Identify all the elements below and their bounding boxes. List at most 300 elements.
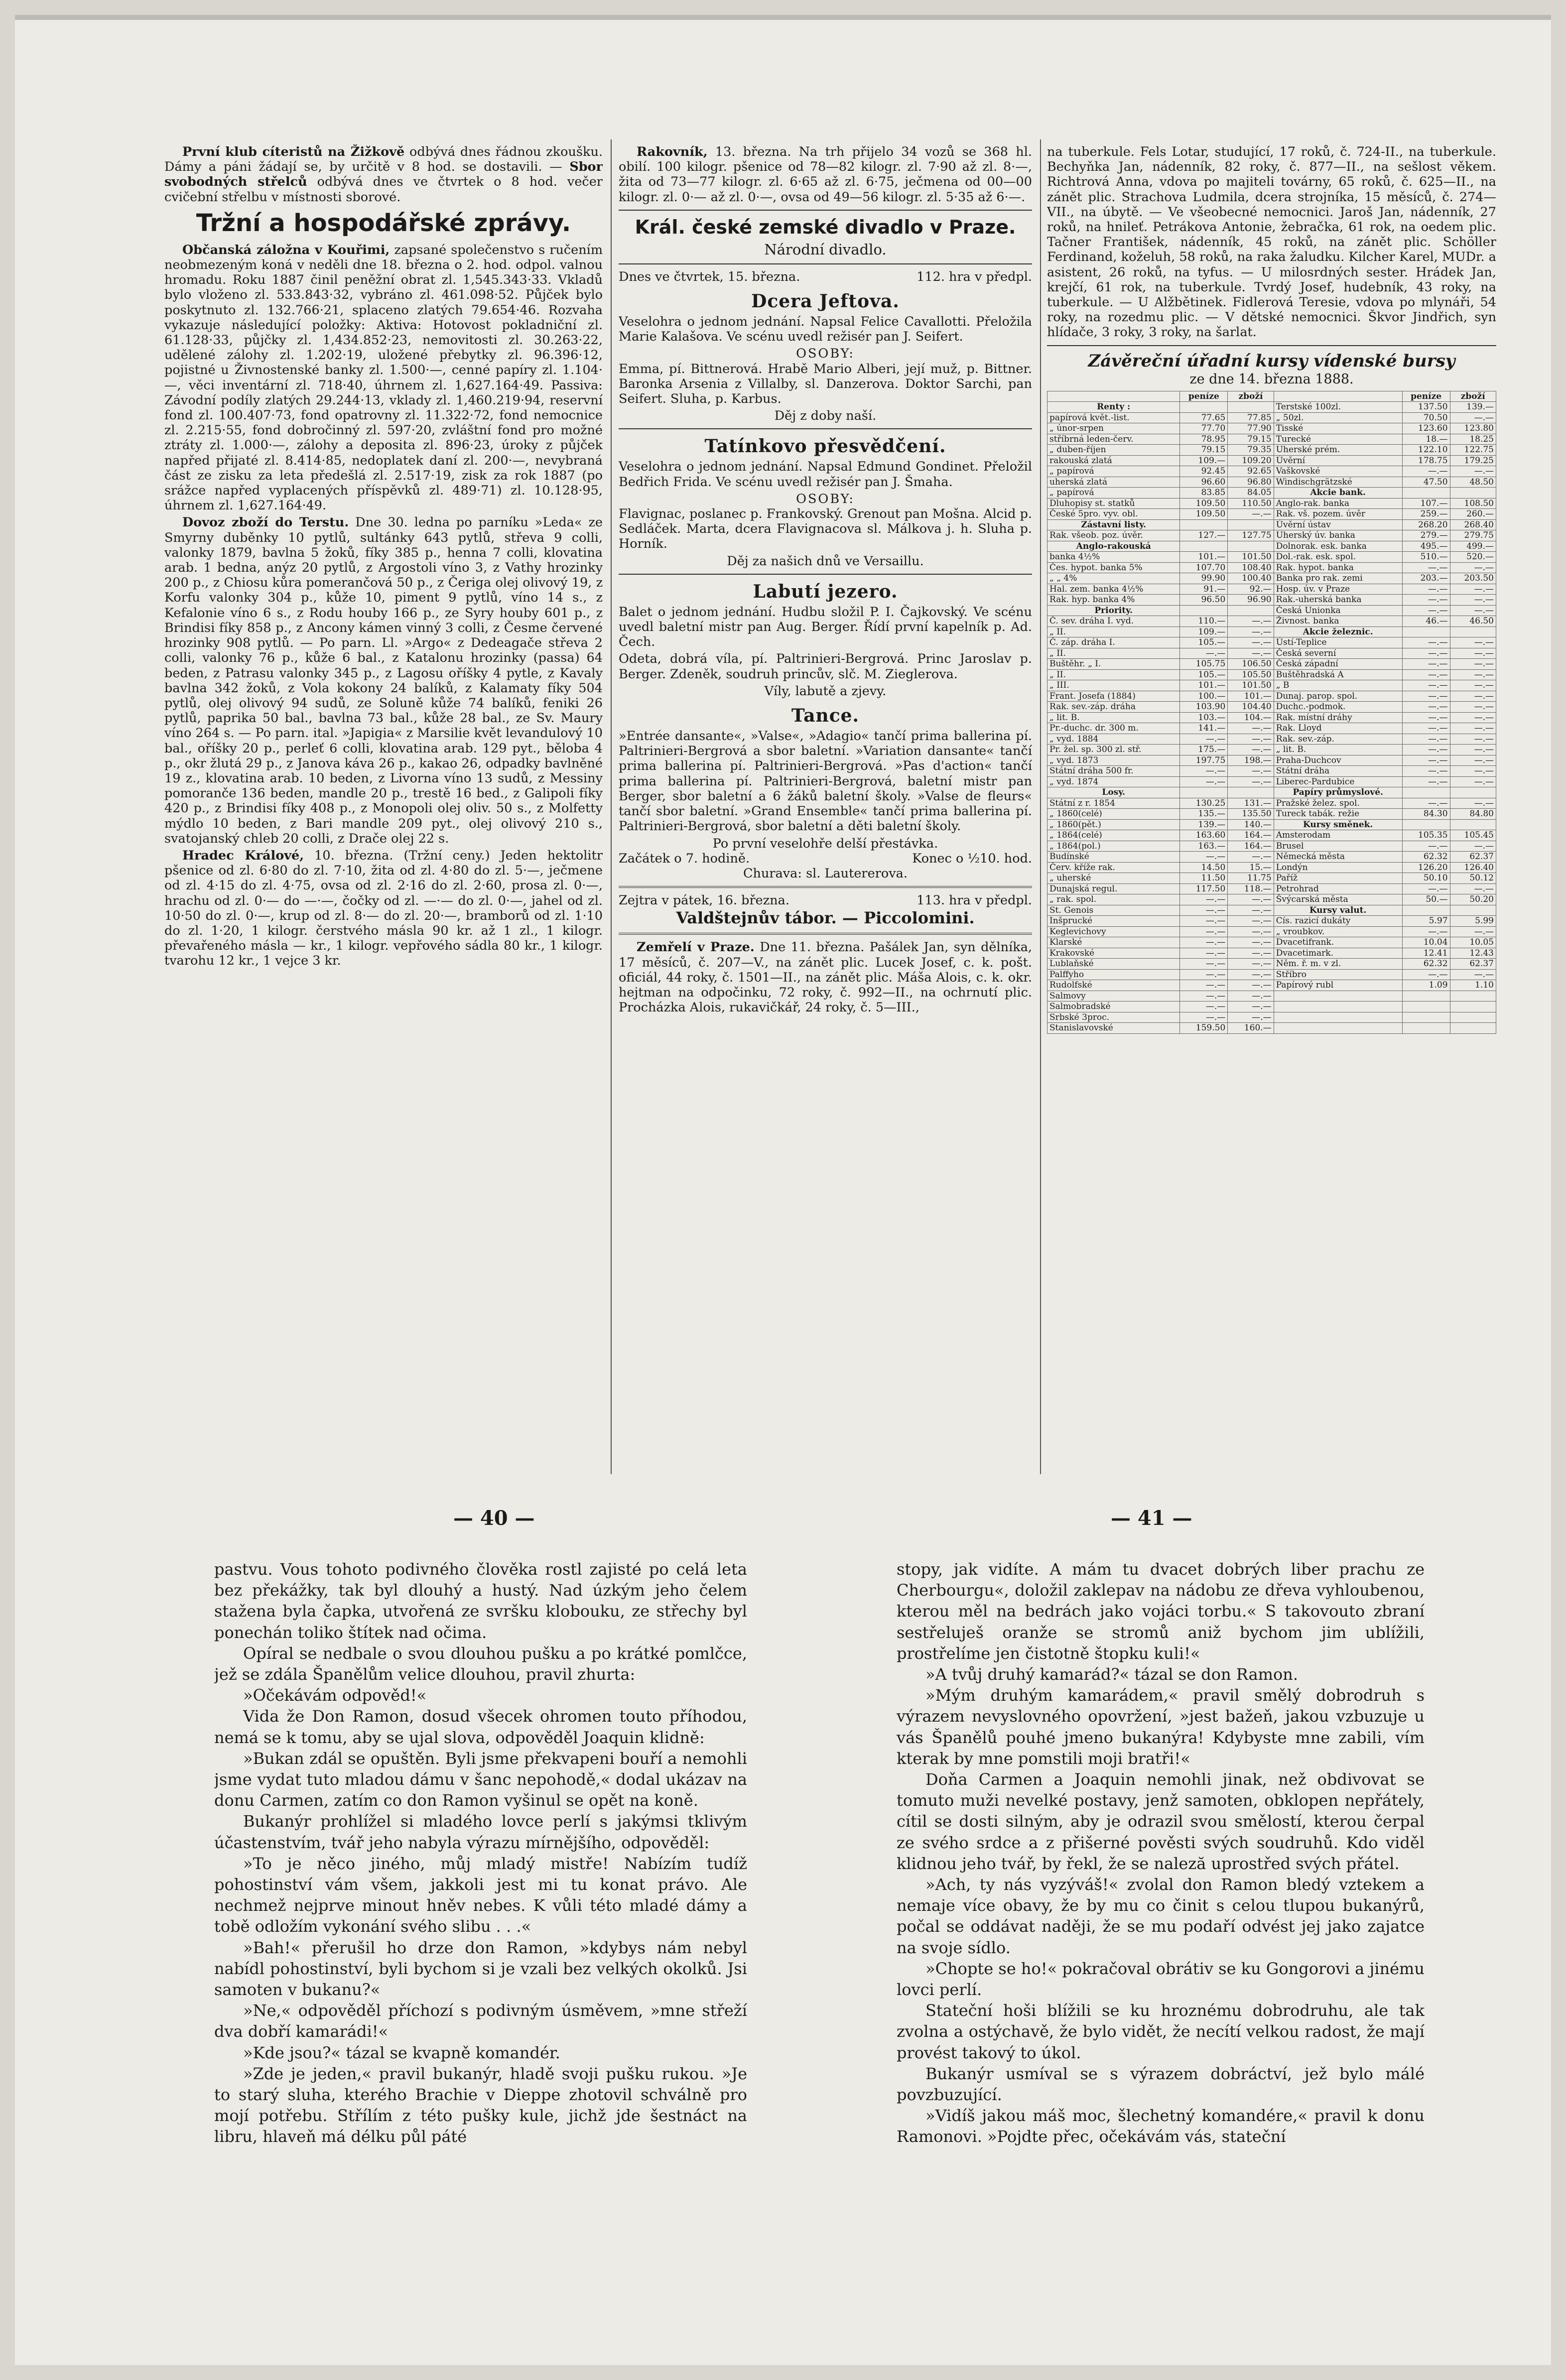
table-row <box>1047 894 1496 905</box>
table-cell: 139.— <box>1450 402 1496 413</box>
table-cell: 79.35 <box>1228 445 1274 456</box>
table-cell: —.— <box>1228 980 1274 991</box>
table-row <box>1047 702 1496 713</box>
play-title: Dcera Jeftova. <box>751 291 900 312</box>
play-setting: Děj z doby naší. <box>774 408 877 424</box>
story-right-column <box>897 1559 1425 2346</box>
table-section-label: Kursy valut. <box>1274 905 1402 916</box>
table-cell: —.— <box>1450 969 1496 980</box>
table-row <box>1047 980 1496 991</box>
table-cell: Brusel <box>1274 841 1402 852</box>
table-cell: —.— <box>1180 980 1228 991</box>
table-cell: 1.09 <box>1402 980 1450 991</box>
table-cell: Dvacetifrank. <box>1274 937 1402 948</box>
table-cell <box>1450 488 1496 499</box>
table-cell: —.— <box>1228 959 1274 970</box>
newspaper-sheet <box>15 15 1551 2365</box>
table-row <box>1047 477 1496 488</box>
table-cell: 109.— <box>1180 626 1228 637</box>
table-cell <box>1274 991 1402 1002</box>
cast-heading: OSOBY: <box>796 346 855 362</box>
table-cell: 18.— <box>1402 434 1450 445</box>
table-cell: 5.97 <box>1402 916 1450 927</box>
table-cell: Rak. sev.-záp. <box>1274 734 1402 745</box>
column-divider-1 <box>611 139 612 1474</box>
table-cell: 109.50 <box>1180 509 1228 520</box>
table-cell: Paříž <box>1274 873 1402 884</box>
table-cell: —.— <box>1450 766 1496 777</box>
table-cell: 137.50 <box>1402 402 1450 413</box>
table-row <box>1047 519 1496 530</box>
tomorrow-play: Valdštejnův tábor. — Piccolomini. <box>676 908 975 928</box>
table-cell: 46.50 <box>1450 616 1496 627</box>
table-cell <box>1450 1002 1496 1012</box>
table-cell: Rak.-uherská banka <box>1274 595 1402 606</box>
table-cell: —.— <box>1450 723 1496 734</box>
table-row <box>1047 959 1496 970</box>
table-cell: 5.99 <box>1450 916 1496 927</box>
play-title: Labutí jezero. <box>753 581 898 602</box>
klub-title: První klub cíteristů na Žižkově <box>182 144 405 159</box>
table-cell: —.— <box>1402 755 1450 766</box>
table-cell: stříbrná leden-červ. <box>1047 434 1180 445</box>
table-cell: —.— <box>1228 948 1274 959</box>
dovoz-text: Dne 30. ledna po parníku »Leda« ze Smyrny duběnky 10 pytlů, sultánky 643 pytlů, střeva 9 colli, valonky 1879, bavlna 5 žoků, fíky 385 p., henna 7 colli, klovatina arab. 1 bedna, anýz 20 pytlů, z Argostoli víno 3, z Vathy hrozinky 200 p., z Chiosu kůra pomerančová 50 p., z Čeriga olej olivový 19, z Korfu valonky 304 p., kůže 10, piment 9 pytlů, víno 14 s., z Kefalonie víno 6 s., z Rodu houby 166 p., ze Syry houby 601 p., z Brindisi fíky 858 p., z Ancony kámen vinný 3 colli, z Česme červené hrozinky 908 pytlů. — Po parn. Ll. »Argo« z Dedeagače střeva 2 colli, valonky 76 p., kůže 6 bal., z Katalonu hrozinky (passa) 64 beden, z Patrasu valonky 345 p., z Lagosu oříšky 4 pytle, z Kavaly bavlna 342 žoků, z Vola kokony 24 balíků, z Kalamaty fíky 504 pytlů, olej olivový 94 sudů, ze Soluně kůže 74 balíků, feniki 26 pytlů, paprika 50 bal., bavlna 73 bal., kůže 28 bal., ze Sv. Maury víno 264 s. — Po parn. ital. »Japigia« z Marsilie květ levandulový 10 bal., oříšky 20 p., perleť 6 colli, klovatina arab. 129 pyt., běloba 4 p., okr žlutá 29 p., z Janova káva 26 p., kakao 26, odpadky bavlněné 19 z., klovatina arab. 10 beden, z Livorna víno 13 sudů, z Messiny pomoranče 136 beden, mandle 20 p., trestě 16 bed., z Galipoli fíky 420 p., z Brindisi fíky 408 p., z Monopoli olej oliv. 50 s., z Molfetty mýdlo 10 beden, z Bari mandle 209 pyt., olej olivový 210 s., svatojanský chleb 20 colli, z Drače olej 22 s. <box>164 515 603 846</box>
table-cell <box>1450 819 1496 830</box>
table-cell: Rak. místní dráhy <box>1274 712 1402 723</box>
table-row <box>1047 1012 1496 1023</box>
table-cell: 159.50 <box>1180 1023 1228 1034</box>
table-cell <box>1274 1002 1402 1012</box>
table-cell: —.— <box>1450 680 1496 691</box>
table-cell: „ rak. spol. <box>1047 894 1180 905</box>
table-cell: Rak. sev.-záp. dráha <box>1047 702 1180 713</box>
table-cell: Státní z r. 1854 <box>1047 798 1180 809</box>
table-row <box>1047 455 1496 466</box>
right-column <box>1047 144 1496 1459</box>
table-cell: 70.50 <box>1402 412 1450 423</box>
table-cell: —.— <box>1450 691 1496 702</box>
table-cell: —.— <box>1450 734 1496 745</box>
table-cell: 14.50 <box>1180 862 1228 873</box>
exchange-title: Závěreční úřadní kursy vídenské bursy <box>1088 351 1455 371</box>
table-cell: —.— <box>1228 734 1274 745</box>
table-row <box>1047 712 1496 723</box>
table-cell: 126.40 <box>1450 862 1496 873</box>
table-cell: Duchc.-podmok. <box>1274 702 1402 713</box>
table-cell: Tisské <box>1274 423 1402 434</box>
ushers: Churava: sl. Lautererova. <box>743 866 908 881</box>
table-cell: Stanislavovské <box>1047 1023 1180 1034</box>
exchange-rate-table <box>1047 391 1496 1034</box>
table-cell: 108.50 <box>1450 498 1496 509</box>
table-cell: 105.35 <box>1402 830 1450 841</box>
table-cell <box>1450 1012 1496 1023</box>
play-setting: Děj za našich dnů ve Versaillu. <box>727 553 924 569</box>
table-cell: —.— <box>1450 841 1496 852</box>
table-cell <box>1450 787 1496 798</box>
table-cell: „ vyd. 1874 <box>1047 776 1180 787</box>
table-cell: —.— <box>1228 894 1274 905</box>
table-cell: 77.85 <box>1228 412 1274 423</box>
table-cell: 109.20 <box>1228 455 1274 466</box>
table-cell <box>1450 1023 1496 1034</box>
table-cell: —.— <box>1402 926 1450 937</box>
table-header-cell <box>1274 391 1402 402</box>
table-cell: 104.— <box>1228 712 1274 723</box>
table-cell: 77.70 <box>1180 423 1228 434</box>
table-cell: 50.20 <box>1450 894 1496 905</box>
table-row <box>1047 626 1496 637</box>
table-cell: 122.10 <box>1402 445 1450 456</box>
table-row <box>1047 573 1496 584</box>
table-header-row <box>1047 391 1496 402</box>
table-cell: —.— <box>1180 905 1228 916</box>
story-paragraph: Bukanýr prohlížel si mladého lovce perlí s jakýmsi tklivým účastenstvím, tvář jeho nabyla výrazu mírnějšího, odpověděl: <box>214 1812 747 1852</box>
story-paragraph: Vida že Don Ramon, dosud všecek ohromen touto příhodou, nemá se k tomu, aby se ujal slova, odpověděl Joaquin klidně: <box>214 1707 747 1747</box>
table-cell: —.— <box>1228 1002 1274 1012</box>
divider <box>619 933 1032 935</box>
hradec-title: Hradec Králové, <box>182 848 304 863</box>
table-row <box>1047 905 1496 916</box>
table-cell: Klarské <box>1047 937 1180 948</box>
table-cell: Salmovy <box>1047 991 1180 1002</box>
table-cell: Dolnorak. esk. banka <box>1274 541 1402 552</box>
story-paragraph: »Ach, ty nás vyzýváš!« zvolal don Ramon bledý vztekem a nemaje více obavy, že by mu co činit s celou tlupou bukanýrů, počal se oddávat naději, že se mu podaří odvést jej jako zajatce na svoje sídlo. <box>897 1875 1425 1957</box>
table-cell: —.— <box>1450 562 1496 573</box>
table-cell: České 5pro. vyv. obl. <box>1047 509 1180 520</box>
table-cell: —.— <box>1450 883 1496 894</box>
table-cell: Srbské 3proc. <box>1047 1012 1180 1023</box>
table-cell: 499.— <box>1450 541 1496 552</box>
left-column <box>164 144 603 1459</box>
story-paragraph: Stateční hoši blížili se ku hroznému dobrodruhu, ale tak zvolna a ostýchavě, že bylo vidět, že necítí velkou radost, že mají provést takový to úkol. <box>897 2001 1425 2062</box>
table-cell: 78.95 <box>1180 434 1228 445</box>
hradec-text: 10. března. (Tržní ceny.) Jeden hektolitr pšenice od zl. 6·80 do zl. 7·10, žita od zl. 4·80 do zl. 5·—, ječmene od zl. 4·15 do zl. 4·75, ovsa od zl. 2·16 do zl. 2·60, prosa zl. 0·—, hrachu od zl. 0·— do —·—, čočky od zl. —·— do zl. 0·—, jahel od zl. 10·50 do zl. 0·—, krup od zl. 8·— do zl. 20·—, bramborů od zl. 1·10 do zl. 1·20, 1 kilogr. čerstvého másla 90 kr. až 1 zl., 1 kilogr. převařeného másla — kr., 1 kilogr. vepřového sádla 80 kr., 1 kilogr. tvarohu 12 kr., 1 vejce 3 kr. <box>164 848 603 969</box>
table-cell: Úvěrní ústav <box>1274 519 1402 530</box>
table-cell: 163.60 <box>1180 830 1228 841</box>
table-cell: Keglevichovy <box>1047 926 1180 937</box>
dances-text: »Entrée dansante«, »Valse«, »Adagio« tančí prima ballerina pí. Paltrinieri-Bergrová a sbor baletní. »Variation dansante« tančí prima ballerina pí. Paltrinieri-Bergrová. »Pas d'action« tančí prima ballerina pí. Paltrinieri-Bergrová, baletní mistr pan Berger, sbor baletní a 6 žáků baletní školy. »Valse de fleurs« tančí sbor baletní. »Grand Ensemble« tančí prima ballerina pí. Paltrinieri-Bergrová, sbor baletní a děti baletní školy. <box>619 729 1032 834</box>
story-left-column <box>214 1559 747 2346</box>
table-cell: Inšprucké <box>1047 916 1180 927</box>
table-row <box>1047 819 1496 830</box>
table-row <box>1047 916 1496 927</box>
table-cell: —.— <box>1180 1012 1228 1023</box>
table-cell: —.— <box>1228 509 1274 520</box>
play-description: Balet o jednom jednání. Hudbu složil P. I. Čajkovský. Ve scénu uvedl baletní mistr pan Aug. Berger. Řídí první kapelník p. Ad. Čech. <box>619 604 1032 650</box>
table-cell: 10.04 <box>1402 937 1450 948</box>
table-cell: 135.50 <box>1228 809 1274 820</box>
story-paragraph: »Chopte se ho!« pokračoval obrátiv se ku Gongorovi a jinému lovci perlí. <box>897 1959 1425 2000</box>
table-cell: —.— <box>1450 926 1496 937</box>
table-row <box>1047 830 1496 841</box>
table-cell: —.— <box>1450 595 1496 606</box>
table-cell: Buštěhr. „ I. <box>1047 659 1180 670</box>
table-row <box>1047 466 1496 477</box>
table-cell: Stříbro <box>1274 969 1402 980</box>
table-cell: 104.40 <box>1228 702 1274 713</box>
table-cell: Č. záp. dráha I. <box>1047 637 1180 648</box>
table-row <box>1047 595 1496 606</box>
table-cell: 101.— <box>1180 680 1228 691</box>
table-cell: Čes. hypot. banka 5% <box>1047 562 1180 573</box>
table-cell: Uherské prém. <box>1274 445 1402 456</box>
table-cell <box>1402 488 1450 499</box>
table-cell: 107.70 <box>1180 562 1228 573</box>
table-cell: —.— <box>1180 926 1228 937</box>
table-cell: 46.— <box>1402 616 1450 627</box>
table-cell: 279.— <box>1402 530 1450 541</box>
table-cell <box>1402 905 1450 916</box>
table-cell: 122.75 <box>1450 445 1496 456</box>
table-cell: 96.80 <box>1228 477 1274 488</box>
table-row <box>1047 723 1496 734</box>
table-cell: uherská zlatá <box>1047 477 1180 488</box>
table-cell <box>1450 905 1496 916</box>
dances-title: Tance. <box>791 705 860 727</box>
table-cell: —.— <box>1228 916 1274 927</box>
table-cell: Německá města <box>1274 852 1402 863</box>
table-cell: 50.12 <box>1450 873 1496 884</box>
zalozna-title: Občanská záložna v Kouřimi, <box>182 242 390 257</box>
table-row <box>1047 669 1496 680</box>
play-title: Tatínkovo přesvědčení. <box>704 436 946 457</box>
story-paragraph: »Bah!« přerušil ho drze don Ramon, »kdybys nám nebyl nabídl pohostinství, byli bychom si je vzali bez velkých okolků. Jsi samoten v bukanu?« <box>214 1938 747 2000</box>
table-cell <box>1228 402 1274 413</box>
table-cell: „ 1860(celé) <box>1047 809 1180 820</box>
end-time: Konec o ½10. hod. <box>912 851 1032 866</box>
table-row <box>1047 562 1496 573</box>
table-cell: —.— <box>1450 755 1496 766</box>
story-paragraph: »Kde jsou?« tázal se kvapně komandér. <box>243 2043 560 2062</box>
table-cell: 62.32 <box>1402 959 1450 970</box>
table-cell: Červ. kříže rak. <box>1047 862 1180 873</box>
table-cell: 495.— <box>1402 541 1450 552</box>
klub-text: odbývá dnes řádnou zkoušku. Dámy a páni žádají se, by určitě v 8 hod. se dostavili. — <box>164 144 603 175</box>
table-cell: rakouská zlatá <box>1047 455 1180 466</box>
table-cell: —.— <box>1402 648 1450 659</box>
table-cell: —.— <box>1180 959 1228 970</box>
table-cell: —.— <box>1402 669 1450 680</box>
table-cell: 62.37 <box>1450 959 1496 970</box>
table-cell: —.— <box>1402 712 1450 723</box>
table-cell <box>1402 626 1450 637</box>
table-cell: 103.— <box>1180 712 1228 723</box>
table-cell <box>1274 1012 1402 1023</box>
table-cell: Hosp. úv. v Praze <box>1274 584 1402 595</box>
table-cell: Rudolfské <box>1047 980 1180 991</box>
table-cell: 105.— <box>1180 669 1228 680</box>
table-cell: 107.— <box>1402 498 1450 509</box>
table-header-cell <box>1047 391 1180 402</box>
table-cell <box>1402 819 1450 830</box>
table-cell: Tureck tabák. režie <box>1274 809 1402 820</box>
story-paragraph: »Zde je jeden,« pravil bukanýr, hladě svoji pušku rukou. »Je to starý sluha, kterého Brachie v Dieppe zhotovil schválně pro mojí potřebu. Střílím z této pušky kule, jichž jde šestnáct na libru, hlaveň má délku půl páté <box>214 2064 747 2146</box>
table-cell: 101.50 <box>1228 680 1274 691</box>
table-cell <box>1274 1023 1402 1034</box>
table-cell: 92.45 <box>1180 466 1228 477</box>
table-cell: —.— <box>1180 776 1228 787</box>
table-cell <box>1450 626 1496 637</box>
table-row <box>1047 787 1496 798</box>
table-cell: Lublaňské <box>1047 959 1180 970</box>
table-cell: papírová květ.-list. <box>1047 412 1180 423</box>
table-cell: —.— <box>1402 745 1450 755</box>
table-row <box>1047 488 1496 499</box>
table-cell: Č. sev. dráha I. vyd. <box>1047 616 1180 627</box>
table-cell: —.— <box>1402 702 1450 713</box>
table-cell: 140.— <box>1228 819 1274 830</box>
table-cell: „ únor-srpen <box>1047 423 1180 434</box>
table-cell: Rak. všeob. poz. úvěr. <box>1047 530 1180 541</box>
table-cell: —.— <box>1402 595 1450 606</box>
story-paragraph: »To je něco jiného, můj mladý mistře! Nabízím tudíž pohostinství vám všem, jakkoli jest mi tu konat právo. Ale nechmež nejprve minout hněv nebes. K vůli této mladé dámy a tobě odložím vykonání svého slibu . . .« <box>214 1854 747 1936</box>
table-row <box>1047 691 1496 702</box>
table-cell: Hal. zem. banka 4½% <box>1047 584 1180 595</box>
table-cell: —.— <box>1402 691 1450 702</box>
table-cell: —.— <box>1228 637 1274 648</box>
table-cell: Česká Unionka <box>1274 605 1402 616</box>
story-paragraph: Opíral se nedbale o svou dlouhou pušku a po krátké pomlčce, jež se zdála Španělům velice dlouhou, pravil zhurta: <box>214 1643 747 1684</box>
table-cell: 101.— <box>1180 552 1228 563</box>
story-paragraph: »Ne,« odpověděl příchozí s podivným úsměvem, »mne střeží dva dobří kamarádi!« <box>214 2001 747 2041</box>
table-cell: 12.41 <box>1402 948 1450 959</box>
table-cell: Něm. ř. m. v zl. <box>1274 959 1402 970</box>
table-row <box>1047 948 1496 959</box>
table-cell <box>1228 519 1274 530</box>
sbor-text: odbývá dnes ve čtvrtek o 8 hod. večer cvičební střelbu v místnosti sborové. <box>164 174 603 205</box>
start-time: Začátek o 7. hodině. <box>619 851 750 866</box>
divider <box>619 574 1032 575</box>
table-cell <box>1402 1012 1450 1023</box>
table-cell: —.— <box>1450 605 1496 616</box>
deaths-title: Zemřelí v Praze. <box>637 940 755 955</box>
table-cell: —.— <box>1402 841 1450 852</box>
table-cell: 179.25 <box>1450 455 1496 466</box>
table-cell: Cís. razicí dukáty <box>1274 916 1402 927</box>
table-cell: Rak. hyp. banka 4% <box>1047 595 1180 606</box>
play-cast: Odeta, dobrá víla, pí. Paltrinieri-Bergrová. Princ Jaroslav p. Berger. Zdeněk, soudruh princův, slč. M. Zieglerova. <box>619 651 1032 682</box>
table-section-label: Kursy směnek. <box>1274 819 1402 830</box>
table-cell <box>1402 787 1450 798</box>
table-cell: Rak. Lloyd <box>1274 723 1402 734</box>
table-cell: 84.30 <box>1402 809 1450 820</box>
table-cell: Papírový rubl <box>1274 980 1402 991</box>
table-header-cell: peníze <box>1402 391 1450 402</box>
table-cell: „ B <box>1274 680 1402 691</box>
table-cell: 510.— <box>1402 552 1450 563</box>
table-cell: 50.10 <box>1402 873 1450 884</box>
table-cell: 118.— <box>1228 883 1274 894</box>
table-cell: 117.50 <box>1180 883 1228 894</box>
table-cell: 10.05 <box>1450 937 1496 948</box>
table-cell: „ papírová <box>1047 466 1180 477</box>
table-row <box>1047 616 1496 627</box>
table-cell: 160.— <box>1228 1023 1274 1034</box>
divider <box>619 428 1032 429</box>
table-cell: —.— <box>1228 616 1274 627</box>
column-divider-2 <box>1040 139 1041 1474</box>
table-cell: —.— <box>1450 412 1496 423</box>
table-cell: Dunaj. parop. spol. <box>1274 691 1402 702</box>
story-paragraph: »A tvůj druhý kamarád?« tázal se don Ramon. <box>925 1665 1299 1684</box>
performance-number: 113. hra v předpl. <box>916 893 1032 908</box>
table-cell: —.— <box>1450 669 1496 680</box>
table-cell: 130.25 <box>1180 798 1228 809</box>
table-cell: Pr. žel. sp. 300 zl. stř. <box>1047 745 1180 755</box>
table-cell: Petrohrad <box>1274 883 1402 894</box>
table-cell: Ústí-Teplice <box>1274 637 1402 648</box>
zalozna-text: zapsané společenstvo s ručením neobmezeným koná v neděli dne 18. března o 2. hod. odpol. valnou hromadu. Roku 1887 činil peněžní obrat zl. 1,545.343·33. Vkladů bylo vloženo zl. 533.843·32, vybráno zl. 461.098·52. Půjček bylo poskytnuto zl. 132.766·21, splaceno zlatých 79.654·46. Rozvaha vykazuje následující položky: Aktiva: Hotovost pokladniční zl. 61.128·33, půjčky zl. 1,434.852·23, nemovitosti zl. 30.263·22, udělené zálohy zl. 1.202·19, uložené přebytky zl. 96.396·12, pojistné u Živnostenské banky zl. 1.500·—, cenné papíry zl. 1.104·—, věci inventární zl. 718·40, úhrnem zl. 1,627.164·49. Passiva: Závodní podíly zlatých 29.244·13, vklady zl. 1,460.219·94, reservní fond zl. 100.407·73, fond opatrovny zl. 11.322·72, fond nemocnice zl. 2.215·55, fond dobročinný zl. 597·20, zvláštní fond pro možné ztráty zl. 1.000·—, zálohy a deposita zl. 896·23, úroky z půjček napřed přijaté zl. 8.414·85, nedoplatek daní zl. 200·—, nevybraná část ze zisku za leta předešlá zl. 2.517·19, zisk za rok 1887 (po srážce napřed vyplacených příspěvků zl. 489·71) zl. 10.128·95, úhrnem zl. 1,627.164·49. <box>164 242 603 513</box>
table-cell: —.— <box>1180 916 1228 927</box>
table-cell: 62.32 <box>1402 852 1450 863</box>
table-cell: „ 1864(celé) <box>1047 830 1180 841</box>
table-cell: 101.— <box>1228 691 1274 702</box>
table-cell: 105.50 <box>1228 669 1274 680</box>
table-cell: Státní dráha 500 fr. <box>1047 766 1180 777</box>
table-cell: Buštěhradská A <box>1274 669 1402 680</box>
table-row <box>1047 755 1496 766</box>
table-cell: Windischgrätzské <box>1274 477 1402 488</box>
story-paragraph: »Bukan zdál se opuštěn. Byli jsme překvapeni bouří a nemohli jsme vydat tuto mladou dámu v šanc nepohodě,« dodal ukázav na donu Carmen, zatím co don Ramon vyšinul se opět na koně. <box>214 1749 747 1810</box>
table-cell: —.— <box>1228 626 1274 637</box>
table-row <box>1047 926 1496 937</box>
table-cell: Palffyho <box>1047 969 1180 980</box>
table-cell: 77.90 <box>1228 423 1274 434</box>
table-cell <box>1402 991 1450 1002</box>
table-row <box>1047 883 1496 894</box>
table-cell: banka 4½% <box>1047 552 1180 563</box>
table-cell: —.— <box>1228 852 1274 863</box>
table-cell: 92.65 <box>1228 466 1274 477</box>
story-paragraph: pastvu. Vous tohoto podivného člověka rostl zajisté po celá leta bez překážky, tak byl dlouhý a hustý. Nad úzkým jeho čelem stažena byla čapka, utvořená ze svršku klobouku, ze střechy byl ponechán toliko štítek nad očima. <box>214 1560 747 1642</box>
table-cell: Turecké <box>1274 434 1402 445</box>
table-cell <box>1180 541 1228 552</box>
table-cell <box>1402 1002 1450 1012</box>
table-cell: Banka pro rak. zemi <box>1274 573 1402 584</box>
table-cell: „ 50zl. <box>1274 412 1402 423</box>
table-cell: —.— <box>1402 798 1450 809</box>
table-row <box>1047 530 1496 541</box>
table-cell: —.— <box>1228 745 1274 755</box>
table-row <box>1047 937 1496 948</box>
table-row <box>1047 659 1496 670</box>
table-section-label: Losy. <box>1047 787 1180 798</box>
table-cell: 47.50 <box>1402 477 1450 488</box>
table-cell: 50.— <box>1402 894 1450 905</box>
story-paragraph: Bukanýr usmíval se s výrazem dobráctví, jež bylo málé povzbuzující. <box>897 2064 1425 2105</box>
table-cell: —.— <box>1180 852 1228 863</box>
table-row <box>1047 423 1496 434</box>
dovoz-title: Dovoz zboží do Terstu. <box>182 515 349 530</box>
table-cell: —.— <box>1228 1012 1274 1023</box>
table-cell: —.— <box>1228 905 1274 916</box>
table-cell: 83.85 <box>1180 488 1228 499</box>
table-cell: 48.50 <box>1450 477 1496 488</box>
date-today: Dnes ve čtvrtek, 15. března. <box>619 269 800 284</box>
exchange-date: ze dne 14. března 1888. <box>1189 371 1354 387</box>
play-cast: Flavignac, poslanec p. Frankovský. Grenout pan Mošna. Alcid p. Sedláček. Marta, dcera Flavignacova sl. Málkova j. h. Sluha p. Horník. <box>619 506 1032 552</box>
table-section-label: Zástavní listy. <box>1047 519 1180 530</box>
table-cell: 135.— <box>1180 809 1228 820</box>
table-cell: 164.— <box>1228 841 1274 852</box>
table-cell: —.— <box>1402 723 1450 734</box>
table-cell: 11.50 <box>1180 873 1228 884</box>
table-cell: 84.05 <box>1228 488 1274 499</box>
table-cell: „ II. <box>1047 669 1180 680</box>
play-cast: Emma, pí. Bittnerová. Hrabě Mario Alberi, její muž, p. Bittner. Baronka Arsenia z Villalby, sl. Danzerova. Doktor Sarchi, pan Seifert. Sluha, p. Karbus. <box>619 361 1032 407</box>
